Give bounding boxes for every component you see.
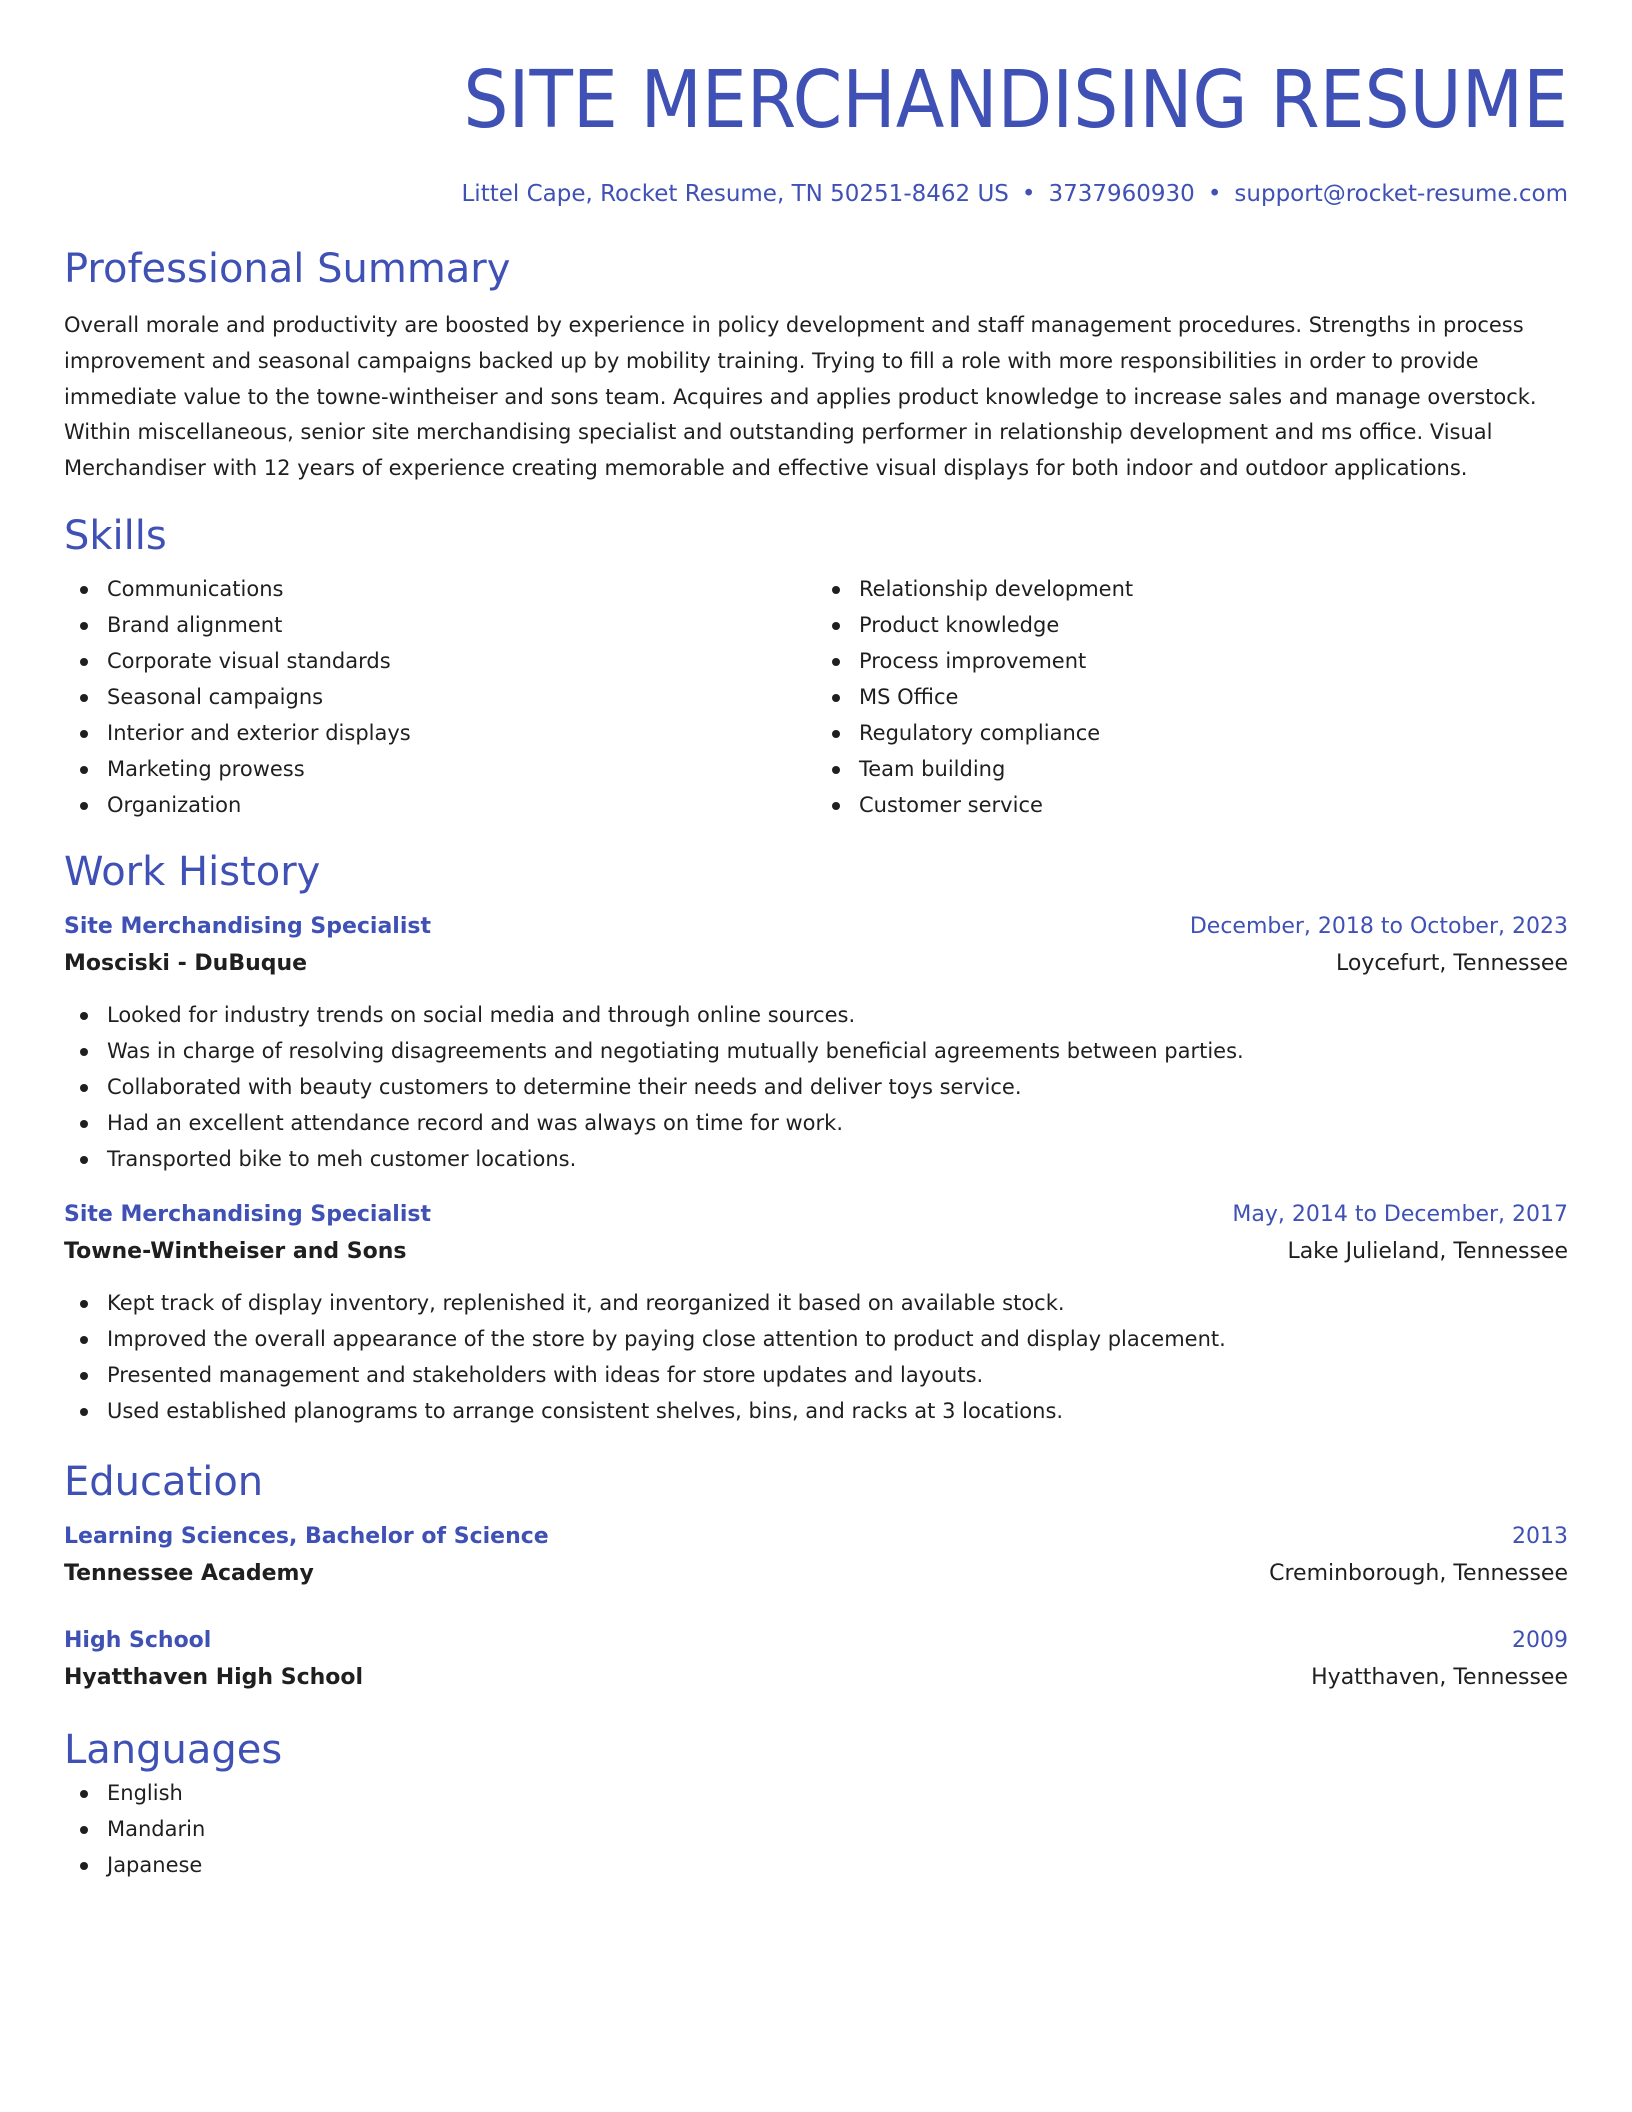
skill-item: Communications bbox=[64, 571, 816, 607]
job-dates: May, 2014 to December, 2017 bbox=[1232, 1201, 1568, 1227]
degree-name: Learning Sciences, Bachelor of Science bbox=[64, 1523, 549, 1549]
school-location: Hyatthaven, Tennessee bbox=[1311, 1664, 1568, 1690]
job-location: Loycefurt, Tennessee bbox=[1336, 950, 1568, 976]
job-duty-item: Kept track of display inventory, replenished it, and reorganized it based on available stock. bbox=[64, 1285, 1568, 1321]
work-entry-subheader bbox=[64, 1233, 1568, 1271]
education-section bbox=[64, 1457, 1568, 1697]
education-entry-header bbox=[64, 1519, 1568, 1555]
skill-item: Interior and exterior displays bbox=[64, 715, 816, 751]
resume-title: SITE MERCHANDISING RESUME bbox=[463, 54, 1568, 146]
job-duties-list bbox=[64, 1285, 1568, 1429]
job-title: Site Merchandising Specialist bbox=[64, 1201, 431, 1227]
contact-email[interactable]: support@rocket-resume.com bbox=[1234, 181, 1568, 207]
work-section bbox=[64, 847, 1568, 1429]
job-duty-item: Looked for industry trends on social media and through online sources. bbox=[64, 997, 1568, 1033]
skill-item: Product knowledge bbox=[816, 607, 1568, 643]
work-entry bbox=[64, 909, 1568, 1177]
summary-text: Overall morale and productivity are boosted by experience in policy development and staff management procedures. Strengths in process improvement and seasonal campaigns backed up by mobility training. Trying to fill a role with more responsibilities in order to provide immediate value to the towne-wintheiser and sons team. Acquires and applies product knowledge to increase sales and manage overstock. Within miscellaneous, senior site merchandising specialist and outstanding performer in relationship development and ms office. Visual Merchandiser with 12 years of experience creating memorable and effective visual displays for both indoor and outdoor applications. bbox=[64, 313, 1537, 481]
job-dates: December, 2018 to October, 2023 bbox=[1189, 913, 1568, 939]
work-entry bbox=[64, 1197, 1568, 1429]
job-duties-list bbox=[64, 997, 1568, 1177]
skill-item: MS Office bbox=[816, 679, 1568, 715]
school-name: Tennessee Academy bbox=[64, 1560, 314, 1586]
skill-item: Regulatory compliance bbox=[816, 715, 1568, 751]
work-entry-header bbox=[64, 1197, 1568, 1233]
job-duty-item: Presented management and stakeholders with ideas for store updates and layouts. bbox=[64, 1357, 1568, 1393]
language-item: English bbox=[64, 1775, 1568, 1811]
skill-item: Brand alignment bbox=[64, 607, 816, 643]
graduation-year: 2013 bbox=[1512, 1523, 1568, 1549]
education-entry-subheader bbox=[64, 1555, 1568, 1593]
skills-heading: Skills bbox=[64, 512, 167, 559]
resume-header bbox=[64, 50, 1568, 210]
graduation-year: 2009 bbox=[1512, 1627, 1568, 1653]
contact-phone: 3737960930 bbox=[1048, 181, 1195, 207]
job-duty-item: Collaborated with beauty customers to determine their needs and deliver toys service. bbox=[64, 1069, 1568, 1105]
job-location: Lake Julieland, Tennessee bbox=[1287, 1238, 1568, 1264]
work-heading: Work History bbox=[64, 848, 321, 895]
job-duty-item: Was in charge of resolving disagreements and negotiating mutually beneficial agreements between parties. bbox=[64, 1033, 1568, 1069]
language-item: Japanese bbox=[64, 1847, 1568, 1883]
skill-item: Corporate visual standards bbox=[64, 643, 816, 679]
skill-item: Customer service bbox=[816, 787, 1568, 823]
language-item: Mandarin bbox=[64, 1811, 1568, 1847]
degree-name: High School bbox=[64, 1627, 212, 1653]
school-name: Hyatthaven High School bbox=[64, 1664, 364, 1690]
education-entry bbox=[64, 1519, 1568, 1593]
skills-section bbox=[64, 511, 1568, 823]
company-name: Towne-Wintheiser and Sons bbox=[64, 1238, 407, 1264]
contact-separator: • bbox=[1207, 181, 1222, 207]
contact-line bbox=[64, 178, 1568, 210]
school-location: Creminborough, Tennessee bbox=[1269, 1560, 1568, 1586]
job-duty-item: Transported bike to meh customer locations. bbox=[64, 1141, 1568, 1177]
education-entry bbox=[64, 1623, 1568, 1697]
company-name: Mosciski - DuBuque bbox=[64, 950, 308, 976]
job-duty-item: Used established planograms to arrange consistent shelves, bins, and racks at 3 locations. bbox=[64, 1393, 1568, 1429]
languages-heading: Languages bbox=[64, 1726, 283, 1773]
skill-item: Seasonal campaigns bbox=[64, 679, 816, 715]
education-entry-subheader bbox=[64, 1659, 1568, 1697]
job-duty-item: Had an excellent attendance record and was always on time for work. bbox=[64, 1105, 1568, 1141]
skill-item: Marketing prowess bbox=[64, 751, 816, 787]
skill-item: Process improvement bbox=[816, 643, 1568, 679]
contact-separator: • bbox=[1021, 181, 1036, 207]
skills-grid bbox=[64, 571, 1568, 823]
languages-section bbox=[64, 1725, 1568, 1883]
education-entry-header bbox=[64, 1623, 1568, 1659]
skill-item: Relationship development bbox=[816, 571, 1568, 607]
summary-section bbox=[64, 244, 1568, 487]
job-duty-item: Improved the overall appearance of the store by paying close attention to product and display placement. bbox=[64, 1321, 1568, 1357]
work-entry-subheader bbox=[64, 945, 1568, 983]
job-title: Site Merchandising Specialist bbox=[64, 913, 431, 939]
work-entry-header bbox=[64, 909, 1568, 945]
skill-item: Organization bbox=[64, 787, 816, 823]
languages-list bbox=[64, 1775, 1568, 1883]
education-heading: Education bbox=[64, 1458, 264, 1505]
contact-address: Littel Cape, Rocket Resume, TN 50251-8462 US bbox=[461, 181, 1009, 207]
skills-list-right bbox=[816, 571, 1568, 823]
summary-heading: Professional Summary bbox=[64, 246, 511, 292]
skills-list-left bbox=[64, 571, 816, 823]
skill-item: Team building bbox=[816, 751, 1568, 787]
